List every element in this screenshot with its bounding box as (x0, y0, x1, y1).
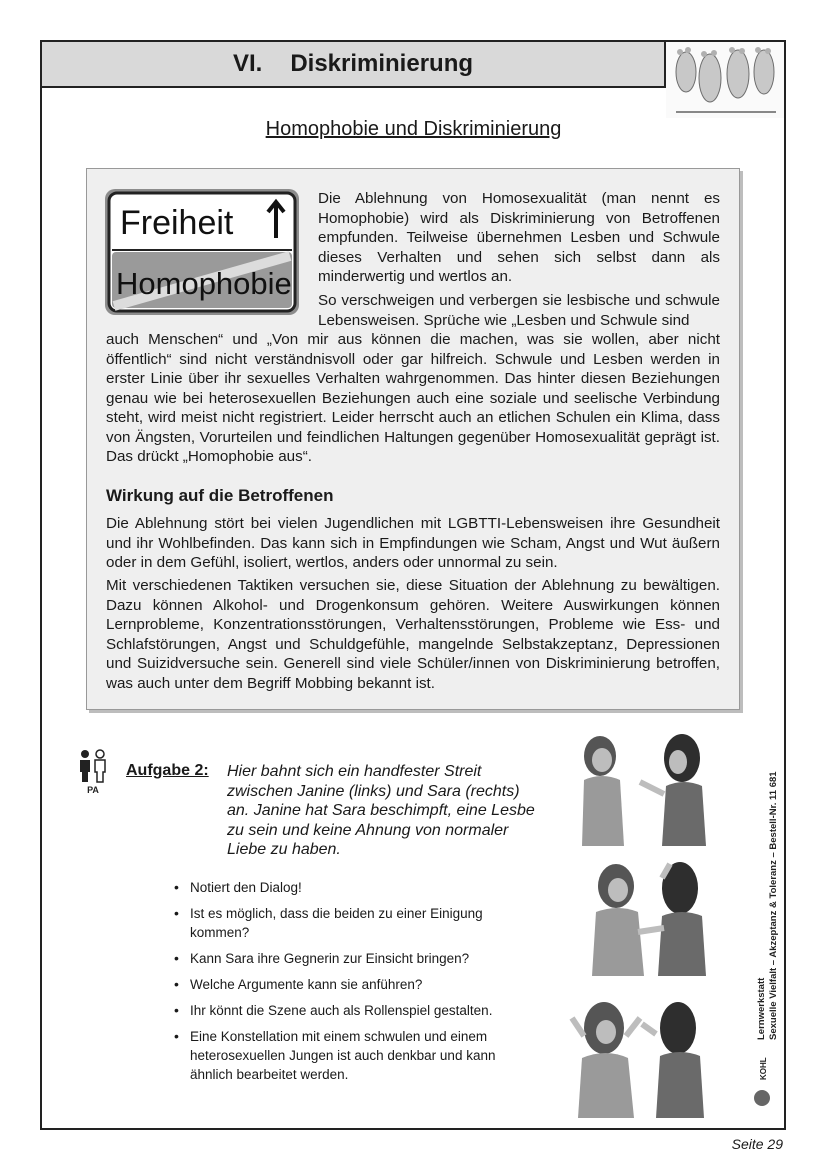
sidebar-line-2: Sexuelle Vielfalt – Akzeptanz & Toleranz – Bestell-Nr. 11 681 (768, 771, 779, 1040)
publisher-sidebar (752, 740, 782, 1110)
chapter-number: VI. (232, 50, 263, 77)
list-item: • Eine Konstellation mit einem schwulen und einem heterosexuellen Jungen ist auch denkbar und kann ähnlich bearbeitet werden. (172, 1027, 522, 1084)
box-paragraph-3: Die Ablehnung stört bei vielen Jugendlichen mit LGBTTI-Lebensweisen ihre Gesundheit und ihr Wohlbefinden. Das kann sich in Empfindungen wie Scham, Angst und Wut äußern oder in dem Gefühl, isoliert, wertlos, anders oder unnormal zu sein. (106, 515, 720, 571)
freiheit-homophobie-sign (104, 188, 300, 316)
page-number: Seite 29 (731, 1136, 783, 1152)
sidebar-line-1: Lernwerkstatt (756, 977, 767, 1040)
pa-label: PA (87, 785, 99, 795)
list-item: • Kann Sara ihre Gegnerin zur Einsicht bringen? (172, 949, 522, 968)
box-paragraph-2-cont: auch Menschen“ und „Von mir aus können die machen, was sie wollen, aber nicht öffentlich“ sind nicht verständnisvoll oder gar hilfreich. Schwule und Lesben werden in erster Linie über ihr sexuelles Verhalten wahrgenommen. Das hinter diesen Beziehungen genau wie bei heterosexuellen Beziehungen auch eine soziale und seelische Verbindung steht, wird meist nicht registriert. Leider herrscht auch an etlichen Schulen ein Klima, dass von Ängsten, Vorurteilen und feindlichen Haltungen gegenüber Homosexualität geprägt ist. Das drückt „Homophobie aus“. (106, 331, 720, 465)
list-item: • Notiert den Dialog! (172, 878, 522, 897)
argument-photo-2 (578, 858, 718, 976)
list-item: • Welche Argumente kann sie anführen? (172, 975, 522, 994)
task-text: Hier bahnt sich ein handfester Streit zwischen Janine (links) und Sara (rechts) an. Janine hat Sara beschimpft, eine Lesbe zu sein und keine Ahnung von normaler Liebe zu haben. (227, 763, 535, 858)
partner-work-icon (76, 748, 110, 796)
sign-top-text: Freiheit (120, 204, 234, 242)
list-item: • Ist es möglich, dass die beiden zu einer Einigung kommen? (172, 904, 522, 942)
box-paragraph-4: Mit verschiedenen Taktiken versuchen sie, diese Situation der Ablehnung zu bewältigen. Dazu können Alkohol- und Drogenkonsum gehören. Weitere Auswirkungen können Lernprobleme, Konzentrationsstörungen, Verhaltensstörungen, Probleme wie Ess- und Schlafstörungen, Angst und Schuldgefühle, mangelnde Selbstakzeptanz, Depressionen und Suizidversuche sein. Generell sind viele Schüler/innen von Diskriminierung betroffen, was auch unter dem Begriff Mobbing bekannt ist. (106, 577, 720, 692)
box-heading: Wirkung auf die Betroffenen (106, 486, 334, 505)
section-subtitle: Homophobie und Diskriminierung (265, 118, 562, 140)
task-label: Aufgabe 2: (126, 762, 209, 779)
box-paragraph-1: Die Ablehnung von Homosexualität (man nennt es Homophobie) wird als Diskriminierung von Betroffenen empfunden. Teilweise übernehmen Lesben und Schwule dieses Verhalten und sehen sich selbst dann als minderwertig und wertlos an. (318, 190, 720, 285)
sign-bottom-text: Homophobie (116, 266, 292, 301)
chapter-header (40, 40, 666, 88)
list-item: • Ihr könnt die Szene auch als Rollenspiel gestalten. (172, 1001, 522, 1020)
box-paragraph-2-start: So verschweigen und verbergen sie lesbische und schwule Lebensweisen. Sprüche wie „Lesben und Schwule sind (318, 292, 720, 329)
publisher-logo-text: KOHL (759, 1057, 768, 1080)
task-bullet-list (172, 878, 522, 1091)
argument-photo-3 (560, 996, 720, 1118)
argument-photo-1 (570, 734, 720, 846)
feet-photo (666, 40, 786, 118)
chapter-title: Diskriminierung (290, 50, 474, 77)
publisher-logo-icon (754, 1090, 770, 1106)
